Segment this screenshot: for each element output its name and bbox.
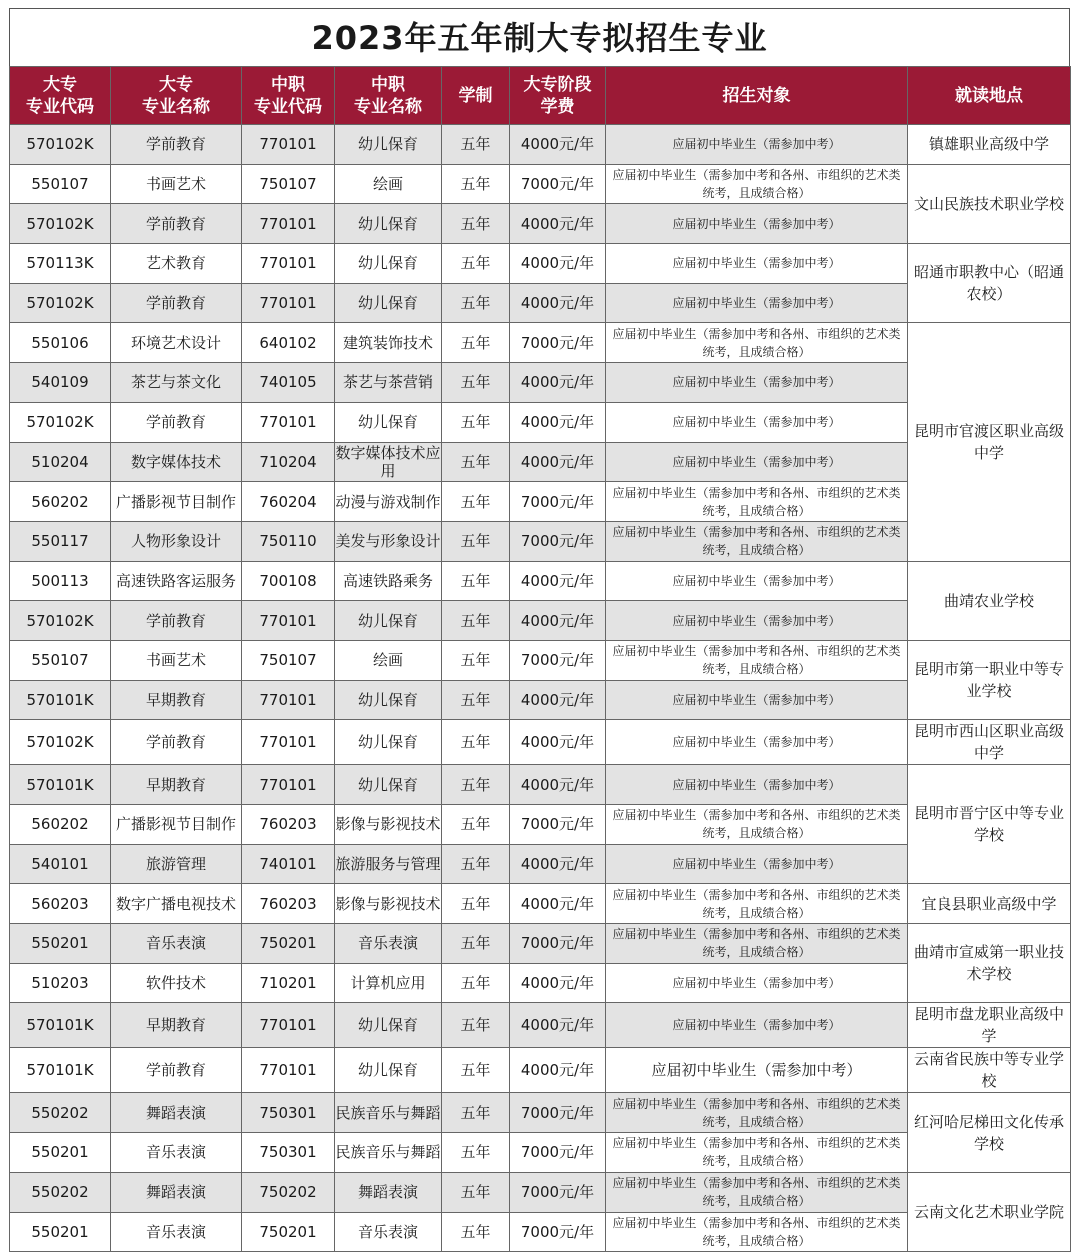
duration-cell: 五年 <box>442 482 510 522</box>
duration-cell: 五年 <box>442 125 510 165</box>
target-cell: 应届初中毕业生（需参加中考） <box>606 561 908 601</box>
college-major-cell: 旅游管理 <box>111 844 242 884</box>
secondary-code-cell: 770101 <box>242 402 335 442</box>
secondary-major-cell: 幼儿保育 <box>335 601 442 641</box>
college-major-cell: 学前教育 <box>111 402 242 442</box>
secondary-major-cell: 幼儿保育 <box>335 1003 442 1048</box>
table-row <box>10 244 1071 284</box>
secondary-code-cell: 750202 <box>242 1172 335 1212</box>
college-major-cell: 早期教育 <box>111 765 242 805</box>
secondary-code-cell: 770101 <box>242 244 335 284</box>
college-code-cell: 570101K <box>10 1003 111 1048</box>
duration-cell: 五年 <box>442 561 510 601</box>
header-location: 就读地点 <box>908 67 1071 125</box>
target-cell: 应届初中毕业生（需参加中考和各州、市组织的艺术类统考，且成绩合格） <box>606 521 908 561</box>
secondary-major-cell: 动漫与游戏制作 <box>335 482 442 522</box>
secondary-major-cell: 舞蹈表演 <box>335 1172 442 1212</box>
secondary-code-cell: 770101 <box>242 125 335 165</box>
table-row <box>10 561 1071 601</box>
duration-cell: 五年 <box>442 844 510 884</box>
tuition-cell: 7000元/年 <box>510 924 606 964</box>
header-college-code: 大专 专业代码 <box>10 67 111 125</box>
college-major-cell: 数字广播电视技术 <box>111 884 242 924</box>
tuition-cell: 7000元/年 <box>510 805 606 845</box>
target-cell: 应届初中毕业生（需参加中考和各州、市组织的艺术类统考，且成绩合格） <box>606 1172 908 1212</box>
college-major-cell: 舞蹈表演 <box>111 1172 242 1212</box>
college-code-cell: 570101K <box>10 765 111 805</box>
secondary-code-cell: 740105 <box>242 363 335 403</box>
college-major-cell: 广播影视节目制作 <box>111 805 242 845</box>
secondary-major-cell: 数字媒体技术应用 <box>335 443 441 480</box>
college-major-cell: 学前教育 <box>111 204 242 244</box>
header-target: 招生对象 <box>606 67 908 125</box>
secondary-major-cell: 幼儿保育 <box>335 1048 442 1093</box>
table-row <box>10 1003 1071 1048</box>
table-row <box>10 1048 1071 1093</box>
college-code-cell: 570101K <box>10 680 111 720</box>
secondary-code-cell: 770101 <box>242 765 335 805</box>
secondary-major-cell: 幼儿保育 <box>335 244 442 284</box>
location-cell: 曲靖农业学校 <box>908 561 1071 640</box>
tuition-cell: 4000元/年 <box>510 884 606 924</box>
admissions-sheet <box>9 8 1070 1252</box>
duration-cell: 五年 <box>442 1048 510 1093</box>
college-major-cell: 学前教育 <box>111 125 242 165</box>
location-cell: 昆明市西山区职业高级中学 <box>908 720 1071 765</box>
target-cell: 应届初中毕业生（需参加中考和各州、市组织的艺术类统考，且成绩合格） <box>606 482 908 522</box>
college-code-cell: 540101 <box>10 844 111 884</box>
college-code-cell: 570102K <box>10 283 111 323</box>
tuition-cell: 7000元/年 <box>510 482 606 522</box>
duration-cell: 五年 <box>442 601 510 641</box>
tuition-cell: 7000元/年 <box>510 640 606 680</box>
college-code-cell: 550107 <box>10 640 111 680</box>
page-title: 2023年五年制大专拟招生专业 <box>9 8 1070 66</box>
duration-cell: 五年 <box>442 1212 510 1252</box>
secondary-code-cell: 770101 <box>242 1003 335 1048</box>
secondary-code-cell: 770101 <box>242 720 335 765</box>
college-major-cell: 环境艺术设计 <box>111 323 242 363</box>
location-cell: 云南文化艺术职业学院 <box>908 1172 1071 1251</box>
target-cell: 应届初中毕业生（需参加中考和各州、市组织的艺术类统考，且成绩合格） <box>606 323 908 363</box>
target-cell: 应届初中毕业生（需参加中考） <box>606 844 908 884</box>
duration-cell: 五年 <box>442 363 510 403</box>
secondary-code-cell: 740101 <box>242 844 335 884</box>
table-row <box>10 765 1071 805</box>
secondary-code-cell: 750107 <box>242 640 335 680</box>
table-row <box>10 1172 1071 1212</box>
college-code-cell: 540109 <box>10 363 111 403</box>
target-cell: 应届初中毕业生（需参加中考） <box>606 1048 908 1093</box>
secondary-code-cell: 750301 <box>242 1133 335 1173</box>
secondary-major-cell: 茶艺与茶营销 <box>335 363 442 403</box>
college-code-cell: 570101K <box>10 1048 111 1093</box>
secondary-major-cell: 音乐表演 <box>335 924 442 964</box>
secondary-code-cell: 770101 <box>242 680 335 720</box>
target-cell: 应届初中毕业生（需参加中考） <box>606 680 908 720</box>
location-cell: 昆明市晋宁区中等专业学校 <box>908 765 1071 884</box>
duration-cell: 五年 <box>442 402 510 442</box>
table-body <box>10 125 1071 1252</box>
tuition-cell: 4000元/年 <box>510 402 606 442</box>
table-row <box>10 164 1071 204</box>
duration-cell: 五年 <box>442 323 510 363</box>
tuition-cell: 4000元/年 <box>510 283 606 323</box>
duration-cell: 五年 <box>442 1133 510 1173</box>
secondary-major-cell: 幼儿保育 <box>335 402 442 442</box>
tuition-cell: 4000元/年 <box>510 601 606 641</box>
target-cell: 应届初中毕业生（需参加中考和各州、市组织的艺术类统考，且成绩合格） <box>606 805 908 845</box>
college-code-cell: 550106 <box>10 323 111 363</box>
college-code-cell: 550107 <box>10 164 111 204</box>
college-code-cell: 570102K <box>10 204 111 244</box>
target-cell: 应届初中毕业生（需参加中考） <box>606 402 908 442</box>
location-cell: 曲靖市宣威第一职业技术学校 <box>908 924 1071 1003</box>
target-cell: 应届初中毕业生（需参加中考） <box>606 363 908 403</box>
duration-cell: 五年 <box>442 805 510 845</box>
secondary-code-cell: 760203 <box>242 884 335 924</box>
college-major-cell: 学前教育 <box>111 720 242 765</box>
college-code-cell: 570102K <box>10 720 111 765</box>
target-cell: 应届初中毕业生（需参加中考） <box>606 283 908 323</box>
location-cell: 昆明市盘龙职业高级中学 <box>908 1003 1071 1048</box>
secondary-code-cell: 770101 <box>242 283 335 323</box>
tuition-cell: 7000元/年 <box>510 164 606 204</box>
location-cell: 昆明市第一职业中等专业学校 <box>908 640 1071 719</box>
tuition-cell: 7000元/年 <box>510 1133 606 1173</box>
college-code-cell: 550201 <box>10 924 111 964</box>
tuition-cell: 4000元/年 <box>510 561 606 601</box>
secondary-code-cell: 770101 <box>242 601 335 641</box>
location-cell: 镇雄职业高级中学 <box>908 125 1071 165</box>
college-major-cell: 书画艺术 <box>111 164 242 204</box>
college-major-cell: 学前教育 <box>111 283 242 323</box>
secondary-major-cell: 幼儿保育 <box>335 125 442 165</box>
college-major-cell: 学前教育 <box>111 1048 242 1093</box>
secondary-major-cell: 民族音乐与舞蹈 <box>335 1133 442 1173</box>
secondary-major-cell: 影像与影视技术 <box>335 805 442 845</box>
secondary-major-cell: 幼儿保育 <box>335 283 442 323</box>
location-cell: 昭通市职教中心（昭通农校） <box>908 244 1071 323</box>
target-cell: 应届初中毕业生（需参加中考） <box>606 125 908 165</box>
secondary-major-cell: 计算机应用 <box>335 963 442 1003</box>
target-cell: 应届初中毕业生（需参加中考和各州、市组织的艺术类统考，且成绩合格） <box>606 1133 908 1173</box>
majors-table <box>9 66 1071 1252</box>
table-row <box>10 924 1071 964</box>
college-code-cell: 550117 <box>10 521 111 561</box>
target-cell: 应届初中毕业生（需参加中考） <box>606 963 908 1003</box>
table-row <box>10 884 1071 924</box>
duration-cell: 五年 <box>442 640 510 680</box>
secondary-code-cell: 770101 <box>242 1048 335 1093</box>
header-duration: 学制 <box>442 67 510 125</box>
duration-cell: 五年 <box>442 963 510 1003</box>
college-code-cell: 550201 <box>10 1212 111 1252</box>
college-code-cell: 560202 <box>10 482 111 522</box>
target-cell: 应届初中毕业生（需参加中考和各州、市组织的艺术类统考，且成绩合格） <box>606 924 908 964</box>
college-major-cell: 人物形象设计 <box>111 521 242 561</box>
duration-cell: 五年 <box>442 720 510 765</box>
target-cell: 应届初中毕业生（需参加中考） <box>606 601 908 641</box>
target-cell: 应届初中毕业生（需参加中考和各州、市组织的艺术类统考，且成绩合格） <box>606 1093 908 1133</box>
secondary-code-cell: 640102 <box>242 323 335 363</box>
target-cell: 应届初中毕业生（需参加中考和各州、市组织的艺术类统考，且成绩合格） <box>606 884 908 924</box>
table-row <box>10 1093 1071 1133</box>
college-major-cell: 艺术教育 <box>111 244 242 284</box>
location-cell: 红河哈尼梯田文化传承学校 <box>908 1093 1071 1172</box>
college-major-cell: 音乐表演 <box>111 924 242 964</box>
duration-cell: 五年 <box>442 680 510 720</box>
duration-cell: 五年 <box>442 164 510 204</box>
duration-cell: 五年 <box>442 442 510 482</box>
college-major-cell: 广播影视节目制作 <box>111 482 242 522</box>
college-code-cell: 570102K <box>10 601 111 641</box>
college-code-cell: 510203 <box>10 963 111 1003</box>
tuition-cell: 7000元/年 <box>510 323 606 363</box>
target-cell: 应届初中毕业生（需参加中考） <box>606 204 908 244</box>
location-cell: 文山民族技术职业学校 <box>908 164 1071 243</box>
header-secondary-code: 中职 专业代码 <box>242 67 335 125</box>
duration-cell: 五年 <box>442 1093 510 1133</box>
table-row <box>10 125 1071 165</box>
secondary-major-cell: 旅游服务与管理 <box>335 844 442 884</box>
header-college-major: 大专 专业名称 <box>111 67 242 125</box>
tuition-cell: 4000元/年 <box>510 244 606 284</box>
table-row <box>10 323 1071 363</box>
tuition-cell: 4000元/年 <box>510 1048 606 1093</box>
secondary-major-cell: 绘画 <box>335 164 442 204</box>
college-major-cell: 数字媒体技术 <box>111 442 242 482</box>
tuition-cell: 7000元/年 <box>510 1172 606 1212</box>
college-code-cell: 570113K <box>10 244 111 284</box>
tuition-cell: 4000元/年 <box>510 720 606 765</box>
tuition-cell: 4000元/年 <box>510 125 606 165</box>
duration-cell: 五年 <box>442 244 510 284</box>
secondary-code-cell: 710201 <box>242 963 335 1003</box>
tuition-cell: 4000元/年 <box>510 680 606 720</box>
college-code-cell: 500113 <box>10 561 111 601</box>
target-cell: 应届初中毕业生（需参加中考和各州、市组织的艺术类统考，且成绩合格） <box>606 164 908 204</box>
table-row <box>10 640 1071 680</box>
college-major-cell: 早期教育 <box>111 680 242 720</box>
secondary-major-cell: 幼儿保育 <box>335 765 442 805</box>
secondary-code-cell: 750301 <box>242 1093 335 1133</box>
college-code-cell: 550201 <box>10 1133 111 1173</box>
college-major-cell: 舞蹈表演 <box>111 1093 242 1133</box>
college-major-cell: 学前教育 <box>111 601 242 641</box>
table-row <box>10 720 1071 765</box>
college-major-cell: 音乐表演 <box>111 1133 242 1173</box>
location-cell: 云南省民族中等专业学校 <box>908 1048 1071 1093</box>
location-cell: 宜良县职业高级中学 <box>908 884 1071 924</box>
tuition-cell: 4000元/年 <box>510 1003 606 1048</box>
secondary-code-cell: 750110 <box>242 521 335 561</box>
college-code-cell: 570102K <box>10 125 111 165</box>
target-cell: 应届初中毕业生（需参加中考） <box>606 765 908 805</box>
college-code-cell: 560202 <box>10 805 111 845</box>
header-tuition: 大专阶段 学费 <box>510 67 606 125</box>
duration-cell: 五年 <box>442 521 510 561</box>
duration-cell: 五年 <box>442 204 510 244</box>
secondary-code-cell: 770101 <box>242 204 335 244</box>
duration-cell: 五年 <box>442 924 510 964</box>
secondary-major-cell: 幼儿保育 <box>335 720 442 765</box>
tuition-cell: 4000元/年 <box>510 204 606 244</box>
college-major-cell: 茶艺与茶文化 <box>111 363 242 403</box>
target-cell: 应届初中毕业生（需参加中考） <box>606 244 908 284</box>
tuition-cell: 7000元/年 <box>510 521 606 561</box>
secondary-major-cell: 建筑装饰技术 <box>335 323 442 363</box>
secondary-major-cell: 影像与影视技术 <box>335 884 442 924</box>
secondary-major-cell: 绘画 <box>335 640 442 680</box>
header-row <box>10 67 1071 125</box>
secondary-code-cell: 750107 <box>242 164 335 204</box>
tuition-cell: 7000元/年 <box>510 1212 606 1252</box>
tuition-cell: 7000元/年 <box>510 1093 606 1133</box>
tuition-cell: 4000元/年 <box>510 844 606 884</box>
secondary-code-cell: 750201 <box>242 924 335 964</box>
college-major-cell: 音乐表演 <box>111 1212 242 1252</box>
tuition-cell: 4000元/年 <box>510 363 606 403</box>
secondary-code-cell: 750201 <box>242 1212 335 1252</box>
college-code-cell: 570102K <box>10 402 111 442</box>
header-secondary-major: 中职 专业名称 <box>335 67 442 125</box>
secondary-code-cell: 710204 <box>242 442 335 482</box>
location-cell: 昆明市官渡区职业高级中学 <box>908 323 1071 561</box>
tuition-cell: 4000元/年 <box>510 765 606 805</box>
secondary-major-cell: 音乐表演 <box>335 1212 442 1252</box>
tuition-cell: 4000元/年 <box>510 963 606 1003</box>
target-cell: 应届初中毕业生（需参加中考和各州、市组织的艺术类统考，且成绩合格） <box>606 1212 908 1252</box>
college-code-cell: 560203 <box>10 884 111 924</box>
secondary-major-cell: 美发与形象设计 <box>335 521 442 561</box>
duration-cell: 五年 <box>442 884 510 924</box>
college-code-cell: 550202 <box>10 1093 111 1133</box>
duration-cell: 五年 <box>442 765 510 805</box>
target-cell: 应届初中毕业生（需参加中考和各州、市组织的艺术类统考，且成绩合格） <box>606 640 908 680</box>
duration-cell: 五年 <box>442 283 510 323</box>
college-code-cell: 510204 <box>10 442 111 482</box>
secondary-code-cell: 700108 <box>242 561 335 601</box>
secondary-major-cell: 民族音乐与舞蹈 <box>335 1093 442 1133</box>
college-major-cell: 软件技术 <box>111 963 242 1003</box>
secondary-code-cell: 760203 <box>242 805 335 845</box>
college-code-cell: 550202 <box>10 1172 111 1212</box>
tuition-cell: 4000元/年 <box>510 442 606 482</box>
secondary-major-cell: 高速铁路乘务 <box>335 561 442 601</box>
target-cell: 应届初中毕业生（需参加中考） <box>606 720 908 765</box>
duration-cell: 五年 <box>442 1003 510 1048</box>
secondary-major-cell: 幼儿保育 <box>335 680 442 720</box>
target-cell: 应届初中毕业生（需参加中考） <box>606 442 908 482</box>
college-major-cell: 早期教育 <box>111 1003 242 1048</box>
target-cell: 应届初中毕业生（需参加中考） <box>606 1003 908 1048</box>
college-major-cell: 书画艺术 <box>111 640 242 680</box>
college-major-cell: 高速铁路客运服务 <box>111 561 242 601</box>
secondary-major-cell: 幼儿保育 <box>335 204 442 244</box>
secondary-code-cell: 760204 <box>242 482 335 522</box>
duration-cell: 五年 <box>442 1172 510 1212</box>
